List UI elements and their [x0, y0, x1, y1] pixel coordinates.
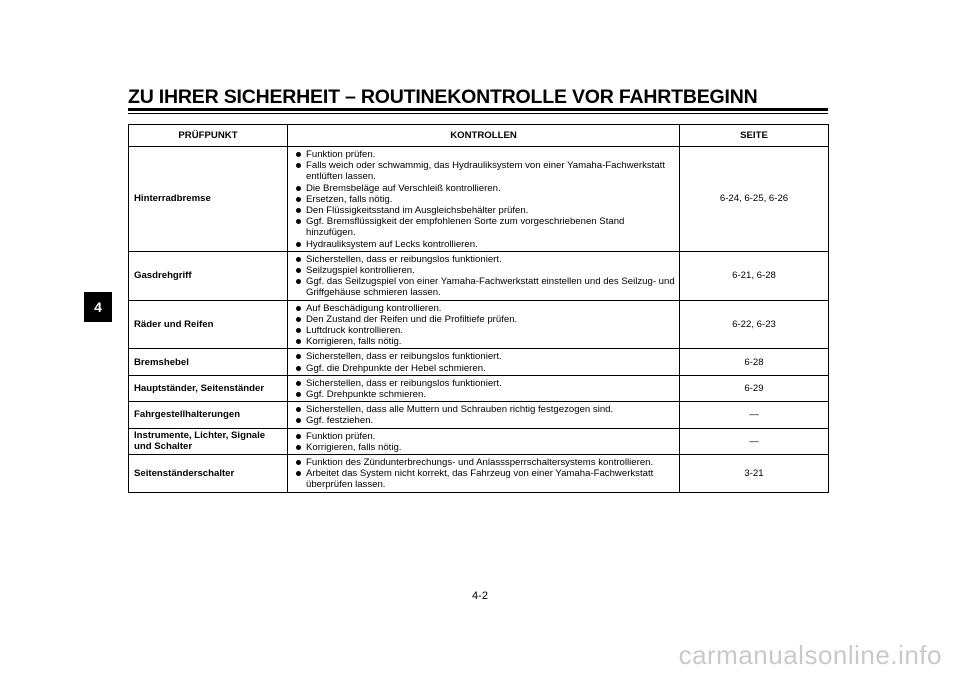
bullet-icon — [296, 268, 301, 273]
check-item — [296, 239, 675, 250]
column-header-checkpoint: PRÜFPUNKT — [129, 125, 288, 147]
check-item-text: Funktion des Zündunterbrechungs- und Anlasssperrschaltersystems kontrollieren. — [306, 457, 654, 469]
check-item — [296, 216, 675, 238]
chapter-tab: 4 — [84, 292, 112, 322]
bullet-icon — [296, 339, 301, 344]
column-header-page: SEITE — [680, 125, 829, 147]
bullet-icon — [296, 328, 301, 333]
check-item-text: Den Flüssigkeitsstand im Ausgleichsbehälter prüfen. — [306, 205, 529, 217]
check-item — [296, 389, 675, 400]
page-ref-cell: — — [680, 402, 829, 428]
page-ref-cell: — — [680, 428, 829, 454]
check-item — [296, 160, 675, 182]
page-ref-cell: 6-21, 6-28 — [680, 251, 829, 300]
bullet-icon — [296, 317, 301, 322]
check-item-text: Ggf. Bremsflüssigkeit der empfohlenen Sorte zum vorgeschriebenen Stand hinzufügen. — [306, 216, 625, 239]
column-header-checks: KONTROLLEN — [288, 125, 680, 147]
bullet-icon — [296, 197, 301, 202]
table-row — [129, 455, 829, 493]
checkpoint-cell: Gasdrehgriff — [129, 251, 288, 300]
checks-cell — [288, 349, 680, 375]
bullet-icon — [296, 257, 301, 262]
check-item-text: Sicherstellen, dass alle Muttern und Schrauben richtig festgezogen sind. — [306, 404, 614, 416]
table-header-row — [129, 125, 829, 147]
check-item — [296, 363, 675, 374]
table-row — [129, 375, 829, 401]
check-item-text: Korrigieren, falls nötig. — [306, 336, 402, 348]
check-item — [296, 378, 675, 389]
check-item-text: Ggf. das Seilzugspiel von einer Yamaha-Fachwerkstatt einstellen und des Seilzug- und Griffgehäuse schmieren lassen. — [306, 276, 675, 299]
checks-cell — [288, 428, 680, 454]
watermark: carmanualsonline.info — [678, 640, 942, 670]
routine-check-table — [128, 124, 829, 493]
check-item — [296, 351, 675, 362]
check-item — [296, 194, 675, 205]
checkpoint-cell: Hinterradbremse — [129, 147, 288, 252]
checkpoint-cell: Instrumente, Lichter, Signale und Schalter — [129, 428, 288, 454]
checkpoint-cell: Hauptständer, Seitenständer — [129, 375, 288, 401]
check-item-text: Die Bremsbeläge auf Verschleiß kontrollieren. — [306, 182, 501, 194]
check-item — [296, 303, 675, 314]
check-item-text: Seilzugspiel kontrollieren. — [306, 265, 415, 277]
bullet-icon — [296, 163, 301, 168]
check-item — [296, 183, 675, 194]
checks-cell — [288, 147, 680, 252]
check-item-text: Funktion prüfen. — [306, 149, 376, 160]
page-number: 4-2 — [472, 590, 488, 602]
table-row — [129, 402, 829, 428]
bullet-icon — [296, 392, 301, 397]
bullet-icon — [296, 418, 301, 423]
check-item-text: Falls weich oder schwammig, das Hydrauliksystem von einer Yamaha-Fachwerkstatt entlüften lassen. — [306, 160, 666, 183]
check-item — [296, 404, 675, 415]
table-row — [129, 300, 829, 349]
bullet-icon — [296, 208, 301, 213]
table-row — [129, 428, 829, 454]
checkpoint-cell: Räder und Reifen — [129, 300, 288, 349]
checks-cell — [288, 402, 680, 428]
check-item — [296, 457, 675, 468]
bullet-icon — [296, 445, 301, 450]
check-item-text: Sicherstellen, dass er reibungslos funktioniert. — [306, 351, 502, 363]
checkpoint-cell: Fahrgestellhalterungen — [129, 402, 288, 428]
bullet-icon — [296, 407, 301, 412]
table-row — [129, 251, 829, 300]
checks-cell — [288, 300, 680, 349]
check-item-text: Sicherstellen, dass er reibungslos funktioniert. — [306, 253, 502, 265]
page-ref-cell: 6-22, 6-23 — [680, 300, 829, 349]
check-item-text: Ggf. die Drehpunkte der Hebel schmieren. — [306, 362, 486, 374]
check-item — [296, 254, 675, 265]
check-item-text: Arbeitet das System nicht korrekt, das Fahrzeug von einer Yamaha-Fachwerkstatt überprüfen lassen. — [306, 468, 654, 491]
bullet-icon — [296, 306, 301, 311]
check-item — [296, 276, 675, 298]
check-item-text: Funktion prüfen. — [306, 430, 376, 442]
checkpoint-cell: Seitenständerschalter — [129, 455, 288, 493]
page-ref-cell: 6-24, 6-25, 6-26 — [680, 147, 829, 252]
check-item — [296, 431, 675, 442]
title-rule-thin — [128, 113, 828, 114]
check-item — [296, 336, 675, 347]
title-rule-thick — [128, 108, 828, 111]
bullet-icon — [296, 434, 301, 439]
check-item — [296, 468, 675, 490]
bullet-icon — [296, 279, 301, 284]
check-item-text: Korrigieren, falls nötig. — [306, 441, 402, 453]
bullet-icon — [296, 381, 301, 386]
check-item — [296, 205, 675, 216]
table-row — [129, 147, 829, 252]
table-body — [129, 147, 829, 493]
check-item-text: Den Zustand der Reifen und die Profiltiefe prüfen. — [306, 313, 518, 325]
page-ref-cell: 3-21 — [680, 455, 829, 493]
bullet-icon — [296, 460, 301, 465]
checks-cell — [288, 455, 680, 493]
check-item-text: Ggf. festziehen. — [306, 415, 374, 427]
check-item — [296, 314, 675, 325]
check-item — [296, 265, 675, 276]
check-item — [296, 442, 675, 453]
check-item-text: Luftdruck kontrollieren. — [306, 325, 404, 337]
check-item-text: Sicherstellen, dass er reibungslos funktioniert. — [306, 377, 502, 389]
bullet-icon — [296, 242, 301, 247]
bullet-icon — [296, 152, 301, 157]
checks-cell — [288, 251, 680, 300]
check-item-text: Auf Beschädigung kontrollieren. — [306, 302, 442, 314]
bullet-icon — [296, 219, 301, 224]
bullet-icon — [296, 354, 301, 359]
page-title: ZU IHRER SICHERHEIT – ROUTINEKONTROLLE VOR FAHRTBEGINN — [128, 86, 758, 108]
check-item — [296, 325, 675, 336]
checks-cell — [288, 375, 680, 401]
check-item — [296, 415, 675, 426]
check-item-text: Ersetzen, falls nötig. — [306, 193, 393, 205]
table-row — [129, 349, 829, 375]
check-item-text: Ggf. Drehpunkte schmieren. — [306, 389, 426, 401]
bullet-icon — [296, 366, 301, 371]
bullet-icon — [296, 471, 301, 476]
bullet-icon — [296, 186, 301, 191]
check-item — [296, 149, 675, 160]
check-item-text: Hydrauliksystem auf Lecks kontrollieren. — [306, 238, 478, 250]
page-ref-cell: 6-29 — [680, 375, 829, 401]
page-ref-cell: 6-28 — [680, 349, 829, 375]
checkpoint-cell: Bremshebel — [129, 349, 288, 375]
